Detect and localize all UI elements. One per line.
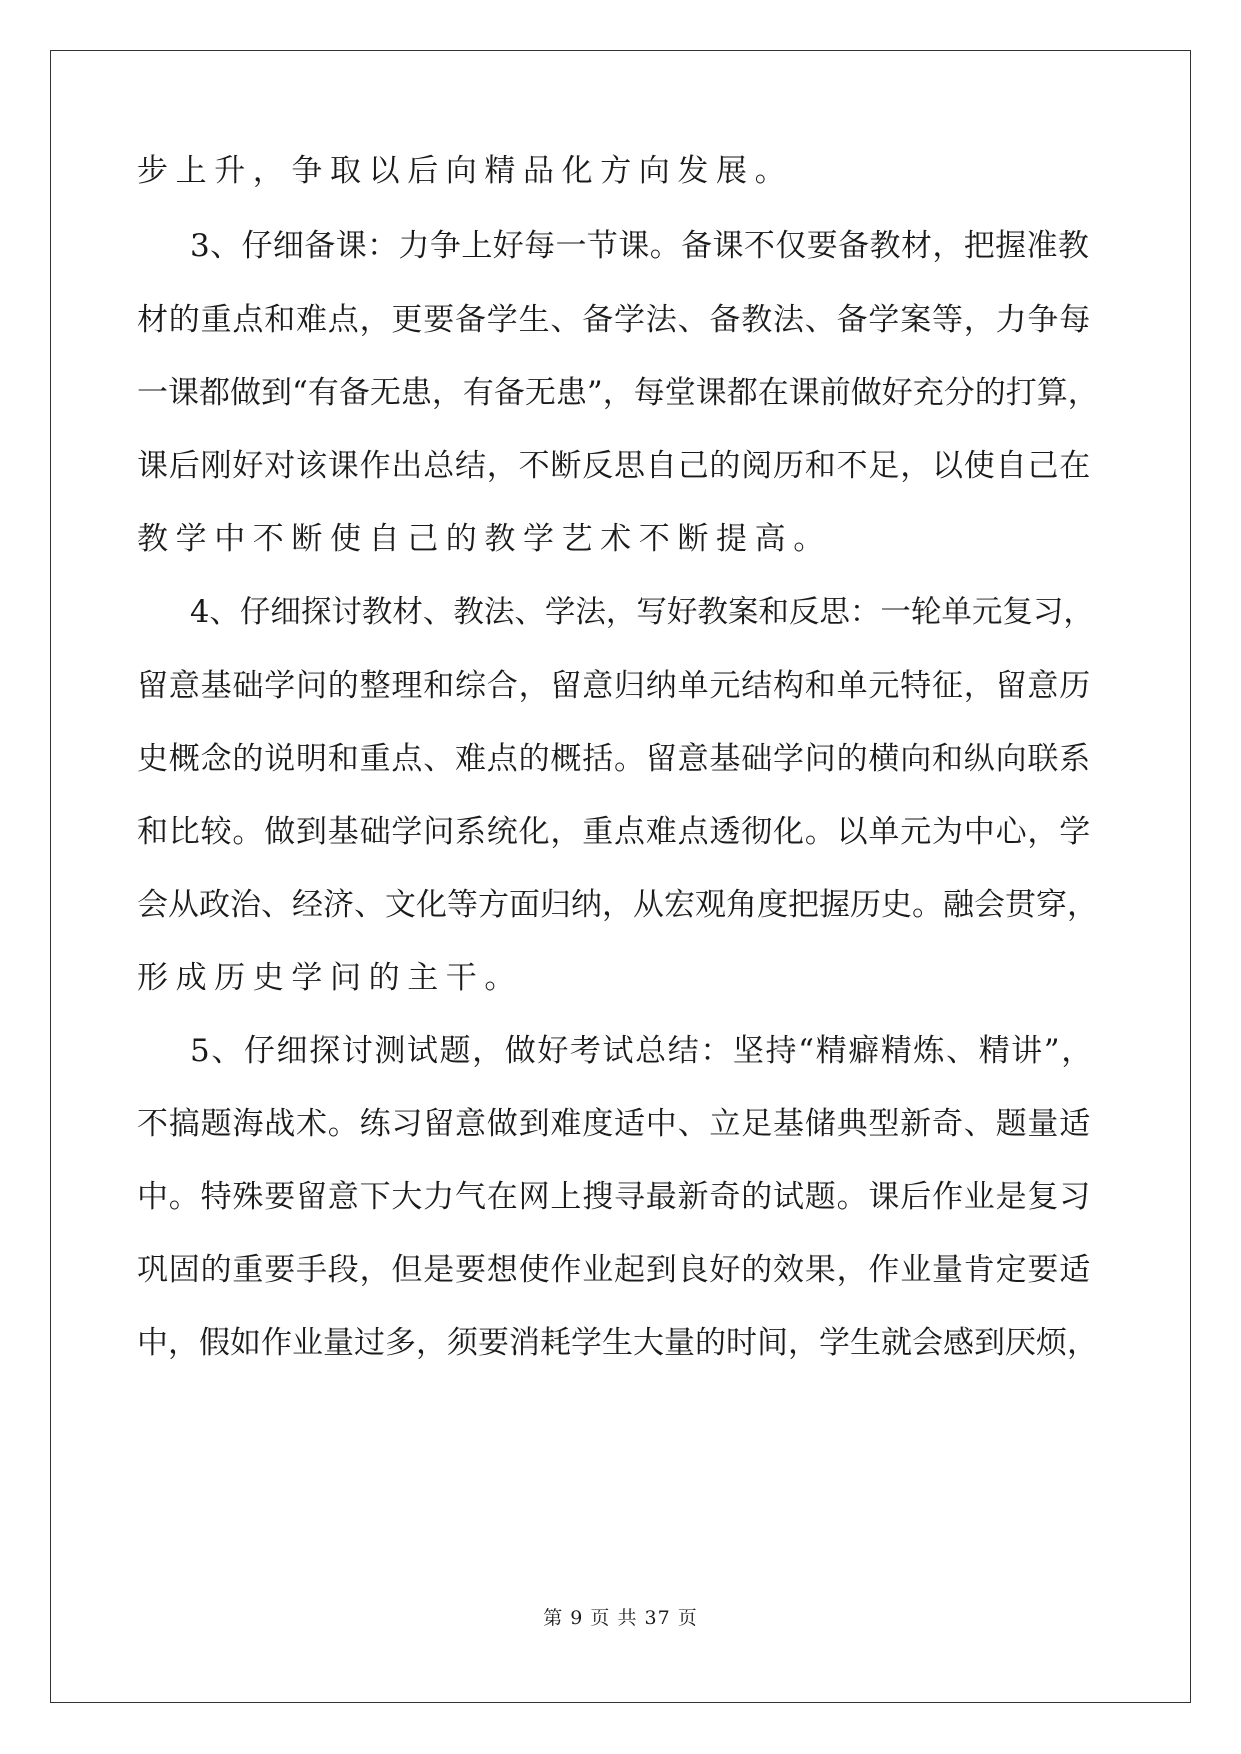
text-line: 步上升，争取以后向精品化方向发展。 — [137, 153, 794, 189]
page-border — [50, 50, 1191, 1703]
paragraph-5-first-line: 5、仔细探讨测试题，做好考试总结：坚持“精癖精炼、精讲”， — [190, 1033, 1094, 1069]
text-line: 一课都做到“有备无患，有备无患”，每堂课都在课前做好充分的打算， — [137, 375, 1099, 411]
text-line: 留意基础学问的整理和综合，留意归纳单元结构和单元特征，留意历 — [137, 668, 1091, 704]
text-line: 不搞题海战术。练习留意做到难度适中、立足基储典型新奇、题量适 — [137, 1106, 1091, 1142]
text-line: 材的重点和难点，更要备学生、备学法、备教法、备学案等，力争每 — [137, 302, 1091, 338]
paragraph-3-first-line: 3、仔细备课：力争上好每一节课。备课不仅要备教材，把握准教 — [190, 228, 1090, 264]
paragraph-4-first-line: 4、仔细探讨教材、教法、学法，写好教案和反思：一轮单元复习， — [190, 595, 1094, 630]
text-line: 会从政治、经济、文化等方面归纳，从宏观角度把握历史。融会贯穿， — [137, 887, 1098, 923]
text-line: 中，假如作业量过多，须要消耗学生大量的时间，学生就会感到厌烦， — [137, 1325, 1098, 1361]
text-line: 史概念的说明和重点、难点的概括。留意基础学问的横向和纵向联系 — [137, 741, 1091, 777]
text-line: 形成历史学问的主干。 — [137, 960, 523, 996]
text-line: 巩固的重要手段，但是要想使作业起到良好的效果，作业量肯定要适 — [137, 1252, 1091, 1288]
text-line: 教学中不断使自己的教学艺术不断提高。 — [137, 521, 832, 557]
text-line: 和比较。做到基础学问系统化，重点难点透彻化。以单元为中心，学 — [137, 814, 1091, 850]
text-line: 中。特殊要留意下大力气在网上搜寻最新奇的试题。课后作业是复习 — [137, 1179, 1091, 1215]
page-number-footer: 第 9 页 共 37 页 — [543, 1607, 698, 1629]
text-line: 课后刚好对该课作出总结，不断反思自己的阅历和不足，以使自己在 — [137, 448, 1091, 484]
